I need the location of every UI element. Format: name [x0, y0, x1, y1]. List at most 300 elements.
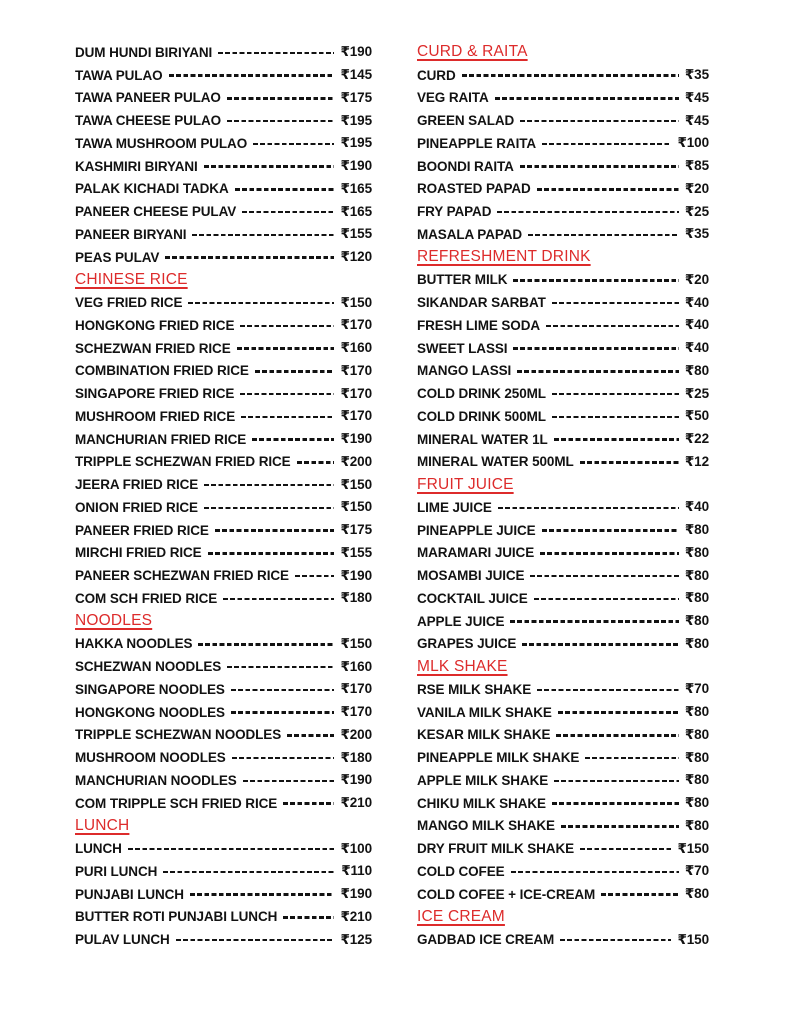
dash-leader [552, 302, 679, 305]
item-price [677, 841, 709, 857]
item-price [685, 522, 709, 538]
rupee-symbol: ₹ [340, 726, 350, 742]
price-value: 80 [694, 544, 709, 560]
menu-item-row [417, 200, 709, 223]
rupee-symbol: ₹ [340, 431, 350, 447]
dash-leader [560, 939, 671, 942]
dash-leader [546, 325, 679, 328]
item-price [340, 704, 372, 720]
item-price [340, 750, 372, 766]
item-price [341, 863, 372, 879]
menu-item-row [417, 337, 709, 360]
item-name: DRY FRUIT MILK SHAKE [417, 841, 575, 857]
rupee-symbol: ₹ [340, 590, 350, 606]
rupee-symbol: ₹ [684, 681, 695, 697]
menu-item-row [75, 291, 372, 314]
price-value: 200 [349, 453, 372, 469]
menu-item-row [417, 360, 709, 383]
item-name: MIRCHI FRIED RICE [75, 545, 202, 561]
dash-leader [537, 188, 679, 191]
menu-item-row [417, 519, 709, 542]
item-price [685, 340, 709, 356]
dash-leader [295, 575, 335, 578]
item-name: PINEAPPLE JUICE [417, 522, 536, 538]
price-value: 170 [349, 704, 372, 720]
item-price [677, 135, 709, 151]
item-name: APPLE JUICE [417, 613, 505, 629]
item-name: MARAMARI JUICE [417, 545, 535, 561]
price-value: 25 [694, 385, 709, 401]
menu-item-row [75, 769, 372, 792]
price-value: 190 [349, 431, 372, 447]
price-value: 20 [694, 271, 709, 287]
item-name: BOONDI RAITA [417, 158, 514, 174]
price-value: 40 [694, 294, 709, 310]
item-name: SWEET LASSI [417, 340, 508, 356]
item-price [340, 454, 372, 470]
dash-leader [522, 643, 679, 646]
dash-leader [218, 52, 334, 55]
menu-item-row [75, 109, 372, 132]
item-price [685, 681, 709, 697]
item-name: DUM HUNDI BIRIYANI [75, 44, 213, 60]
rupee-symbol: ₹ [340, 635, 350, 651]
section-header: ICE CREAM [417, 907, 505, 925]
dash-leader [528, 234, 679, 237]
rupee-symbol: ₹ [684, 886, 695, 902]
item-name: SCHEZWAN FRIED RICE [75, 340, 231, 356]
menu-item-row [75, 928, 372, 951]
item-name: PANEER BIRYANI [75, 226, 187, 242]
item-price [340, 727, 372, 743]
dash-leader [223, 598, 334, 601]
rupee-symbol: ₹ [684, 522, 695, 538]
menu-item-row [75, 155, 372, 178]
menu-item-row [417, 610, 709, 633]
rupee-symbol: ₹ [340, 681, 350, 697]
section-header: CHINESE RICE [75, 270, 188, 288]
dash-leader [198, 643, 334, 646]
item-price [685, 772, 709, 788]
dash-leader [520, 120, 679, 123]
rupee-symbol: ₹ [340, 840, 350, 856]
rupee-symbol: ₹ [340, 544, 350, 560]
rupee-symbol: ₹ [340, 249, 350, 265]
item-price [340, 681, 372, 697]
item-price [340, 113, 372, 129]
rupee-symbol: ₹ [340, 294, 350, 310]
menu-item-row [417, 64, 709, 87]
item-price [340, 795, 372, 811]
price-value: 175 [349, 89, 372, 105]
rupee-symbol: ₹ [684, 89, 695, 105]
item-name: JEERA FRIED RICE [75, 477, 199, 493]
item-price [685, 113, 709, 129]
dash-leader [208, 552, 335, 555]
price-value: 150 [349, 499, 372, 515]
price-value: 210 [349, 908, 372, 924]
dash-leader [498, 507, 679, 510]
price-value: 190 [349, 772, 372, 788]
price-value: 80 [694, 613, 709, 629]
rupee-symbol: ₹ [684, 317, 695, 333]
item-name: VEG FRIED RICE [75, 295, 183, 311]
price-value: 80 [694, 726, 709, 742]
dash-leader [511, 871, 679, 874]
dash-leader [169, 74, 335, 77]
item-price [685, 226, 709, 242]
dash-leader [520, 165, 679, 168]
item-price [340, 659, 372, 675]
dash-leader [231, 711, 335, 714]
section-header: MLK SHAKE [417, 657, 508, 675]
rupee-symbol: ₹ [340, 203, 350, 219]
menu-item-row [75, 587, 372, 610]
rupee-symbol: ₹ [340, 180, 350, 196]
price-value: 175 [349, 522, 372, 538]
dash-leader [517, 370, 679, 373]
rupee-symbol: ₹ [684, 590, 695, 606]
item-price [677, 932, 709, 948]
dash-leader [542, 143, 671, 146]
item-price [340, 295, 372, 311]
item-price [685, 181, 709, 197]
menu-item-row [417, 428, 709, 451]
rupee-symbol: ₹ [340, 385, 350, 401]
item-price [685, 408, 709, 424]
section-header: NOODLES [75, 612, 153, 630]
menu-item-row [417, 382, 709, 405]
dash-leader [204, 507, 335, 510]
item-price [340, 317, 372, 333]
item-name: SIKANDAR SARBAT [417, 295, 546, 311]
rupee-symbol: ₹ [340, 112, 350, 128]
rupee-symbol: ₹ [340, 772, 350, 788]
price-value: 125 [349, 931, 372, 947]
item-price [685, 431, 709, 447]
rupee-symbol: ₹ [684, 112, 695, 128]
item-price [340, 340, 372, 356]
price-value: 195 [349, 135, 372, 151]
rupee-symbol: ₹ [684, 544, 695, 560]
menu-item-row [75, 724, 372, 747]
item-price [340, 636, 372, 652]
dash-leader [188, 302, 334, 305]
item-name: PINEAPPLE MILK SHAKE [417, 750, 580, 766]
item-price [685, 386, 709, 402]
dash-leader [554, 780, 679, 783]
item-name: PURI LUNCH [75, 863, 158, 879]
dash-leader [601, 893, 679, 896]
item-price [685, 499, 709, 515]
menu-item-row [417, 724, 709, 747]
rupee-symbol: ₹ [340, 795, 350, 811]
rupee-symbol: ₹ [340, 567, 350, 583]
rupee-symbol: ₹ [341, 863, 351, 879]
price-value: 110 [350, 863, 372, 879]
item-price [340, 545, 372, 561]
dash-leader [227, 666, 334, 669]
menu-item-row [417, 542, 709, 565]
item-price [685, 454, 709, 470]
item-name: SINGAPORE FRIED RICE [75, 386, 235, 402]
price-value: 180 [349, 749, 372, 765]
dash-leader [530, 575, 678, 578]
price-value: 190 [349, 44, 372, 60]
section-header: LUNCH [75, 816, 130, 834]
item-price [685, 272, 709, 288]
dash-leader [462, 74, 679, 77]
price-value: 80 [694, 772, 709, 788]
rupee-symbol: ₹ [684, 408, 695, 424]
rupee-symbol: ₹ [340, 886, 350, 902]
price-value: 150 [686, 931, 709, 947]
menu-item-row [75, 701, 372, 724]
dash-leader [204, 165, 335, 168]
price-value: 80 [694, 590, 709, 606]
rupee-symbol: ₹ [684, 704, 695, 720]
item-name: PULAV LUNCH [75, 932, 170, 948]
rupee-symbol: ₹ [684, 635, 695, 651]
price-value: 150 [349, 476, 372, 492]
price-value: 22 [694, 431, 709, 447]
dash-leader [240, 393, 334, 396]
item-name: TRIPPLE SCHEZWAN FRIED RICE [75, 454, 291, 470]
menu-column-right [417, 41, 709, 951]
menu-item-row [417, 792, 709, 815]
item-name: GREEN SALAD [417, 113, 515, 129]
item-price [685, 158, 709, 174]
item-price [685, 636, 709, 652]
dash-leader [227, 97, 335, 100]
item-price [340, 363, 372, 379]
rupee-symbol: ₹ [684, 226, 695, 242]
menu-item-row [75, 473, 372, 496]
menu-item-row [75, 314, 372, 337]
dash-leader [513, 279, 678, 282]
menu-item-row [75, 746, 372, 769]
rupee-symbol: ₹ [684, 158, 695, 174]
item-price [685, 886, 709, 902]
rupee-symbol: ₹ [340, 522, 350, 538]
rupee-symbol: ₹ [684, 340, 695, 356]
item-name: APPLE MILK SHAKE [417, 772, 549, 788]
item-price [340, 477, 372, 493]
dash-leader [243, 780, 335, 783]
dash-leader [540, 552, 679, 555]
item-price [340, 590, 372, 606]
item-name: VANILA MILK SHAKE [417, 704, 552, 720]
rupee-symbol: ₹ [340, 499, 350, 515]
dash-leader [235, 188, 335, 191]
menu-item-row [417, 405, 709, 428]
menu-item-row [417, 87, 709, 110]
dash-leader [242, 211, 334, 214]
menu-item-row [417, 223, 709, 246]
item-name: CURD [417, 67, 456, 83]
dash-leader [190, 893, 335, 896]
rupee-symbol: ₹ [684, 863, 695, 879]
price-value: 145 [349, 67, 372, 83]
price-value: 100 [686, 135, 709, 151]
item-name: MINERAL WATER 500ML [417, 454, 574, 470]
price-value: 190 [349, 158, 372, 174]
price-value: 80 [694, 817, 709, 833]
rupee-symbol: ₹ [684, 772, 695, 788]
price-value: 150 [686, 840, 709, 856]
item-price [685, 863, 709, 879]
item-name: PANEER FRIED RICE [75, 522, 209, 538]
rupee-symbol: ₹ [684, 294, 695, 310]
price-value: 170 [349, 681, 372, 697]
price-value: 70 [694, 681, 709, 697]
rupee-symbol: ₹ [340, 408, 350, 424]
rupee-symbol: ₹ [684, 67, 695, 83]
item-price [340, 386, 372, 402]
section-header: FRUIT JUICE [417, 475, 514, 493]
rupee-symbol: ₹ [340, 476, 350, 492]
item-price [340, 772, 372, 788]
menu-item-row [417, 451, 709, 474]
item-name: MOSAMBI JUICE [417, 568, 525, 584]
item-price [685, 795, 709, 811]
menu-item-row [417, 678, 709, 701]
dash-leader [552, 416, 679, 419]
dash-leader [255, 370, 335, 373]
dash-leader [497, 211, 679, 214]
price-value: 190 [349, 567, 372, 583]
item-price [340, 90, 372, 106]
dash-leader [204, 484, 334, 487]
price-value: 155 [349, 226, 372, 242]
item-price [340, 249, 372, 265]
menu-item-row [417, 860, 709, 883]
menu-item-row [417, 587, 709, 610]
item-price [340, 204, 372, 220]
item-name: SCHEZWAN NOODLES [75, 659, 222, 675]
item-price [340, 841, 372, 857]
item-name: MUSHROOM NOODLES [75, 750, 226, 766]
menu-item-row [75, 837, 372, 860]
price-value: 80 [694, 522, 709, 538]
item-name: BUTTER MILK [417, 272, 508, 288]
item-name: COLD DRINK 500ML [417, 408, 546, 424]
dash-leader [537, 689, 679, 692]
price-value: 100 [349, 840, 372, 856]
menu-item-row [417, 883, 709, 906]
item-price [340, 67, 372, 83]
menu-item-row [75, 883, 372, 906]
item-price [685, 295, 709, 311]
item-price [685, 750, 709, 766]
dash-leader [554, 438, 679, 441]
menu-body [75, 41, 709, 951]
menu-item-row [75, 655, 372, 678]
price-value: 50 [694, 408, 709, 424]
item-name: PANEER SCHEZWAN FRIED RICE [75, 568, 289, 584]
menu-item-row [75, 906, 372, 929]
item-name: ONION FRIED RICE [75, 499, 198, 515]
dash-leader [252, 438, 334, 441]
rupee-symbol: ₹ [340, 931, 350, 947]
item-price [340, 886, 372, 902]
price-value: 170 [349, 385, 372, 401]
item-name: GADBAD ICE CREAM [417, 932, 555, 948]
item-name: FRY PAPAD [417, 204, 492, 220]
dash-leader [192, 234, 334, 237]
item-price [685, 727, 709, 743]
rupee-symbol: ₹ [677, 931, 687, 947]
menu-item-row [75, 405, 372, 428]
rupee-symbol: ₹ [684, 271, 695, 287]
item-price [340, 181, 372, 197]
price-value: 25 [694, 203, 709, 219]
price-value: 160 [349, 340, 372, 356]
rupee-symbol: ₹ [684, 362, 695, 378]
item-name: PUNJABI LUNCH [75, 886, 184, 902]
dash-leader [534, 598, 679, 601]
item-price [685, 317, 709, 333]
menu-item-row [417, 496, 709, 519]
price-value: 45 [694, 89, 709, 105]
price-value: 210 [349, 795, 372, 811]
dash-leader [513, 347, 678, 350]
item-name: MANGO LASSI [417, 363, 512, 379]
item-price [685, 568, 709, 584]
item-name: KESAR MILK SHAKE [417, 727, 551, 743]
rupee-symbol: ₹ [340, 704, 350, 720]
item-price [685, 613, 709, 629]
rupee-symbol: ₹ [340, 317, 350, 333]
item-name: HAKKA NOODLES [75, 636, 193, 652]
price-value: 80 [694, 635, 709, 651]
menu-item-row [417, 132, 709, 155]
menu-item-row [417, 746, 709, 769]
item-price [685, 818, 709, 834]
dash-leader [297, 461, 335, 464]
dash-leader [495, 97, 679, 100]
rupee-symbol: ₹ [684, 567, 695, 583]
price-value: 150 [349, 635, 372, 651]
item-price [340, 135, 372, 151]
dash-leader [580, 848, 671, 851]
price-value: 20 [694, 180, 709, 196]
rupee-symbol: ₹ [684, 499, 695, 515]
price-value: 80 [694, 749, 709, 765]
menu-item-row [75, 41, 372, 64]
rupee-symbol: ₹ [684, 385, 695, 401]
rupee-symbol: ₹ [677, 840, 687, 856]
price-value: 80 [694, 886, 709, 902]
price-value: 80 [694, 704, 709, 720]
rupee-symbol: ₹ [340, 453, 350, 469]
dash-leader [163, 871, 335, 874]
item-name: COM TRIPPLE SCH FRIED RICE [75, 795, 278, 811]
price-value: 120 [349, 249, 372, 265]
item-name: LUNCH [75, 841, 122, 857]
rupee-symbol: ₹ [684, 613, 695, 629]
menu-item-row [75, 382, 372, 405]
price-value: 155 [349, 544, 372, 560]
price-value: 45 [694, 112, 709, 128]
dash-leader [556, 734, 678, 737]
rupee-symbol: ₹ [340, 226, 350, 242]
item-name: MINERAL WATER 1L [417, 431, 548, 447]
rupee-symbol: ₹ [684, 817, 695, 833]
item-price [685, 204, 709, 220]
price-value: 170 [349, 408, 372, 424]
menu-item-row [75, 633, 372, 656]
